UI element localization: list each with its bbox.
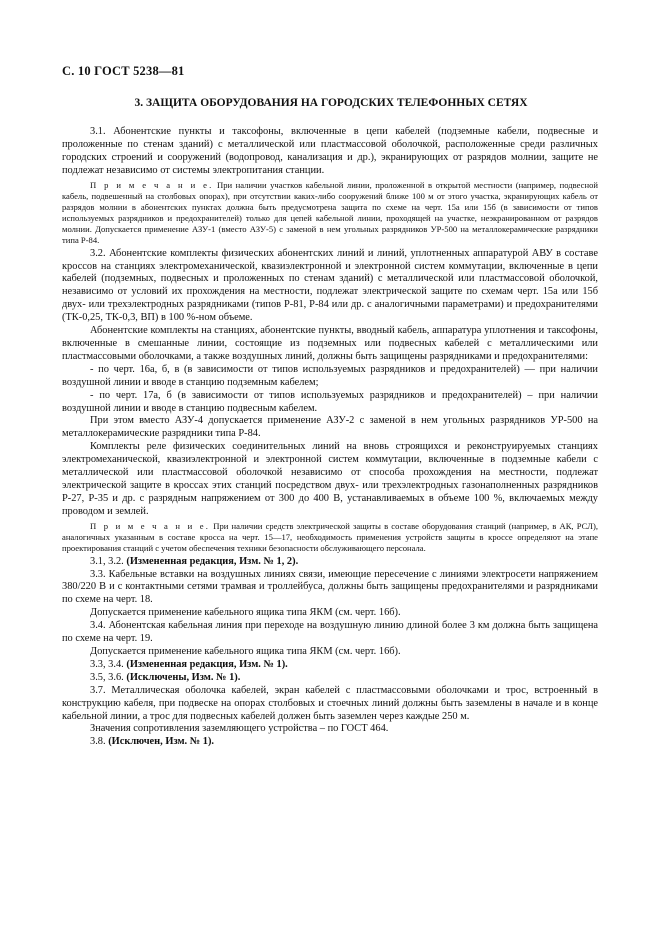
- note-text: При наличии средств электрической защиты в составе оборудования станций (например, в АК, РСЛ), аналогичных указанным в составе кросса на черт. 15—17, необходимость применения устройств защиты в кроссе определяют на этапе проектирования станций с учетом обеспечения техники безопасности обслуживающего персонала.: [62, 520, 598, 553]
- note-label: П р и м е ч а н и е.: [90, 520, 211, 531]
- paragraph-3-2-d: - по черт. 17а, б (в зависимости от типов используемых разрядников и предохранителей) – при наличии воздушной линии и вводе в станцию подвесным кабелем.: [62, 389, 598, 414]
- paragraph-3-2: 3.2. Абонентские комплекты физических абонентских линий и линий, уплотненных аппаратурой АВУ в составе кроссов на станциях электромеханической, квазиэлектронной и электронной систем коммутации, включенные в цепи кабелей (подземных, подвесных и проложенных по стенам зданий) с металлической или пластмассовой оболочкой, независимо от условий их прохождения на местности, подлежат электрической защите по схемам черт. 15а или 15б двух- или трехэлектродных разрядниками (типов Р-81, Р-84 или др. с аналогичными параметрами) и предохранителями (ТК-0,25, ТК-0,3, ВП) в 100 %-ном объеме.: [62, 247, 598, 324]
- revision-text: (Исключены, Изм. № 1).: [126, 671, 241, 683]
- page-header: С. 10 ГОСТ 5238—81: [62, 64, 185, 78]
- note-1: [62, 180, 598, 246]
- paragraph-3-2-c: - по черт. 16а, б, в (в зависимости от типов используемых разрядников и предохранителей) — при наличии воздушной линии и вводе в станцию подземным кабелем;: [62, 363, 598, 388]
- revision-3-3-3-4: [62, 659, 598, 672]
- revision-number: 3.5, 3.6.: [90, 671, 127, 683]
- paragraph-3-4-b: Допускается применение кабельного ящика типа ЯКМ (см. черт. 16б).: [90, 646, 401, 657]
- paragraph-3-2-f: Комплекты реле физических соединительных линий на вновь строящихся и реконструируемых станциях электромеханической, квазиэлектронной и электронной систем коммутации, включенные в подземные кабели с металлической или пластмассовой оболочкой независимо от способа прохождения на местности, подлежат электрической защите в кроссах этих станций посредством двух- или трехэлектродных газонаполненных разрядников Р-27, Р-35 и др. с разрядным напряжением от 300 до 400 В, устанавливаемых в объеме 100 %, включаемых между проводом и землей.: [62, 441, 598, 517]
- revision-text: (Исключен, Изм. № 1).: [108, 736, 215, 748]
- note-text: При наличии участков кабельной линии, проложенной в открытой местности (например, подвесной кабель, подвешенный на столбовых опорах), при отсутствии каких-либо сооружений ближе 100 м от этого участка, экранирующих кабель от разрядов молнии в абонентских пунктах должна быть предусмотрена защита по схеме на черт. 15а или 15б (в зависимости от типов используемых разрядников и предохранителей) только для цепей кабельной линии, проходящей на участке, неэкранированном от разрядов молнии. Допускается применение АЗУ-1 (вместо АЗУ-5) с заменой в нем угольных разрядников УР-500 на металлокерамические разрядники типа Р-84.: [62, 179, 598, 245]
- revision-3-5-3-6: [62, 672, 598, 685]
- revision-3-1-3-2: [62, 556, 598, 569]
- revision-number: 3.1, 3.2.: [90, 555, 127, 567]
- document-body: [62, 126, 598, 749]
- note-label: П р и м е ч а н и е.: [90, 179, 214, 190]
- paragraph-3-7-b: Значения сопротивления заземляющего устройства – по ГОСТ 464.: [90, 723, 389, 735]
- note-2: [62, 521, 598, 554]
- paragraph-3-3: 3.3. Кабельные вставки на воздушных линиях связи, имеющие пересечение с линиями электросети напряжением 380/220 В и с контактными сетями трамвая и троллейбуса, должны быть защищены предохранителями и разрядниками по схеме на черт. 18.: [62, 568, 598, 606]
- paragraph-3-3-b: Допускается применение кабельного ящика типа ЯКМ (см. черт. 16б).: [90, 607, 401, 619]
- revision-number: 3.3, 3.4.: [90, 658, 127, 670]
- paragraph-3-4: 3.4. Абонентская кабельная линия при переходе на воздушную линию длиной более 3 км должна быть защищена по схеме на черт. 19.: [62, 620, 598, 645]
- paragraph-3-2-b: Абонентские комплекты на станциях, абонентские пункты, вводный кабель, аппаратура уплотнения и таксофоны, включенные в смешанные линии, состоящие из подземных или подвесных кабелей с металлическими или пластмассовыми оболочками, а также воздушных линий, должны быть защищены разрядниками и предохранителями:: [62, 325, 598, 362]
- revision-text: (Измененная редакция, Изм. № 1).: [126, 658, 288, 670]
- revision-number: 3.8.: [90, 736, 109, 748]
- revision-text: (Измененная редакция, Изм. № 1, 2).: [126, 555, 299, 567]
- revision-3-8: [62, 736, 598, 749]
- section-title: 3. ЗАЩИТА ОБОРУДОВАНИЯ НА ГОРОДСКИХ ТЕЛЕФОННЫХ СЕТЯХ: [134, 97, 528, 109]
- paragraph-3-1: 3.1. Абонентские пункты и таксофоны, включенные в цепи кабелей (подземные кабели, подвесные и проложенные по стенам зданий) с металлической или пластмассовой оболочкой, расположенные среди различных городских строений и сооружений (водопровод, канализация и др.), экранирующих от разрядов молнии, защите не подлежат независимо от системы электропитания станции.: [62, 126, 598, 176]
- paragraph-3-2-e: При этом вместо АЗУ-4 допускается применение АЗУ-2 с заменой в нем угольных разрядников УР-500 на металлокерамические разрядники типа Р-84.: [62, 415, 598, 440]
- paragraph-3-7: 3.7. Металлическая оболочка кабелей, экран кабелей с пластмассовыми оболочками и трос, встроенный в конструкцию кабеля, при подвеске на опорах столбовых и стоечных линий должны быть заземлены в начале и в конце кабельной линии, а трос для подвесных кабелей должен быть заземлен через каждые 250 м.: [62, 684, 598, 722]
